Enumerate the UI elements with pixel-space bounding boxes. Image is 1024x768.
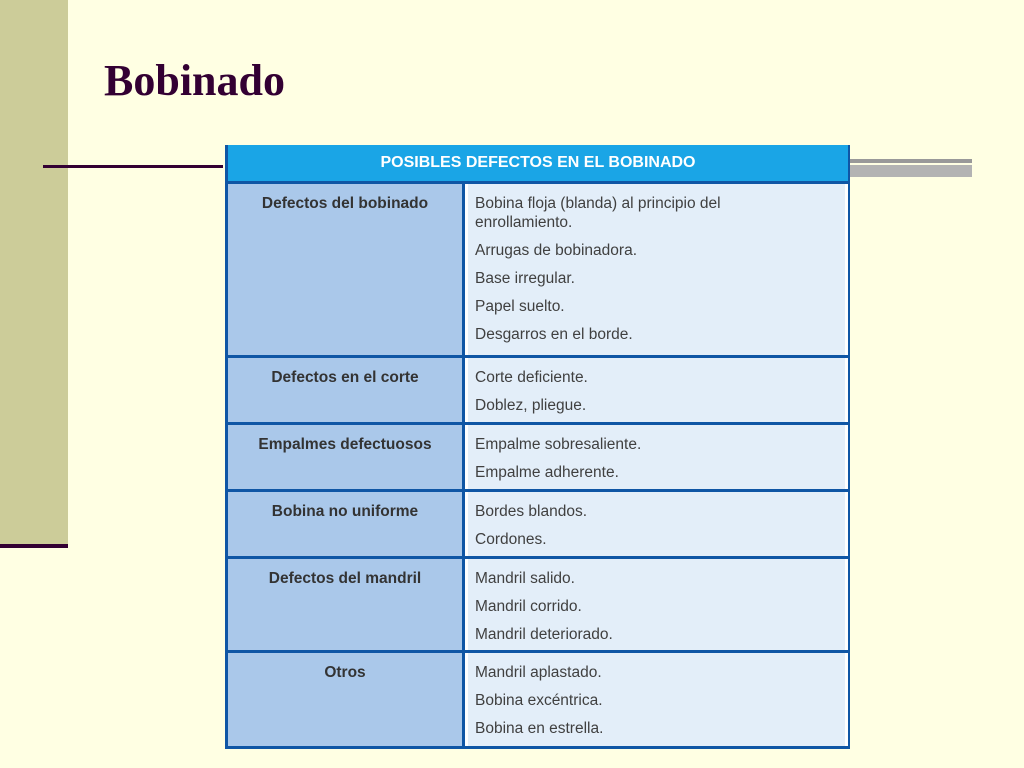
list-item: Mandril deteriorado. — [475, 626, 613, 643]
slide-title: Bobinado — [104, 56, 285, 105]
table-row — [228, 358, 848, 425]
category-cell: Otros — [228, 653, 465, 746]
table-row — [228, 653, 848, 746]
list-item: Empalme sobresaliente. — [475, 436, 642, 453]
list-item: Mandril salido. — [475, 570, 575, 587]
list-item: Doblez, pliegue. — [475, 397, 587, 414]
list-item: Corte deficiente. — [475, 369, 588, 386]
list-item: Desgarros en el borde. — [475, 326, 633, 343]
list-item: Arrugas de bobinadora. — [475, 242, 638, 259]
items-cell — [468, 492, 845, 556]
list-item: Empalme adherente. — [475, 464, 619, 481]
defects-table — [225, 145, 850, 749]
list-item: Bobina floja (blanda) al principio del enrollamiento. — [475, 195, 721, 231]
title-rule-right — [848, 159, 972, 177]
list-item: Cordones. — [475, 531, 547, 548]
list-item: Bobina excéntrica. — [475, 692, 603, 709]
items-cell — [468, 425, 845, 489]
items-cell — [468, 653, 845, 746]
list-item: Mandril aplastado. — [475, 664, 602, 681]
table-header: POSIBLES DEFECTOS EN EL BOBINADO — [228, 145, 848, 184]
table-row — [228, 425, 848, 492]
items-cell — [468, 358, 845, 422]
category-cell: Defectos en el corte — [228, 358, 465, 422]
title-rule-left — [43, 165, 223, 168]
category-cell: Defectos del mandril — [228, 559, 465, 650]
list-item: Base irregular. — [475, 270, 575, 287]
category-cell: Bobina no uniforme — [228, 492, 465, 556]
category-cell: Defectos del bobinado — [228, 184, 465, 355]
left-accent-bar-base — [0, 544, 68, 548]
list-item: Bordes blandos. — [475, 503, 588, 520]
items-cell — [468, 559, 845, 650]
list-item: Bobina en estrella. — [475, 720, 604, 737]
category-cell: Empalmes defectuosos — [228, 425, 465, 489]
left-accent-bar — [0, 0, 68, 548]
table-row — [228, 184, 848, 358]
table-row — [228, 492, 848, 559]
list-item: Papel suelto. — [475, 298, 565, 315]
list-item: Mandril corrido. — [475, 598, 582, 615]
items-cell — [468, 184, 845, 355]
table-row — [228, 559, 848, 653]
